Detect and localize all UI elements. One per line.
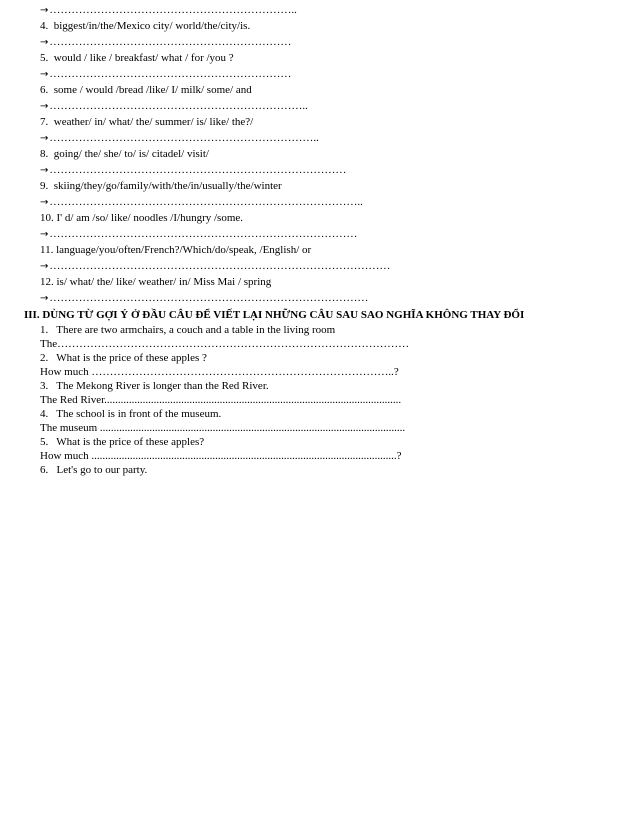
reorder-item: 12. is/ what/ the/ like/ weather/ in/ Miss Mai / spring [40,276,272,288]
answer-line[interactable]: →………………………………………………………….. [40,4,297,16]
reorder-item: 7. weather/ in/ what/ the/ summer/ is/ like/ the?/ [40,116,254,128]
reorder-item: 6. some / would /bread /like/ I/ milk/ some/ and [40,84,252,96]
rewrite-question: 1. There are two armchairs, a couch and a table in the living room [40,324,336,336]
rewrite-question: 4. The school is in front of the museum. [40,408,222,420]
reorder-item: 9. skiing/they/go/family/with/the/in/usually/the/winter [40,180,282,192]
answer-line[interactable]: →………………………………………………………… [40,36,292,48]
rewrite-answer-line[interactable]: The museum ............................................................................................................... [40,422,406,434]
rewrite-question: 5. What is the price of these apples? [40,436,205,448]
arrow-icon: → [40,133,49,144]
reorder-item: 4. biggest/in/the/Mexico city/ world/the/city/is. [40,20,251,32]
answer-line[interactable]: →………………………………………………………………………….. [40,196,363,208]
arrow-icon: → [40,165,49,176]
rewrite-answer-line[interactable]: The Red River............................................................................................................ [40,394,402,406]
arrow-icon: → [40,229,49,240]
answer-line[interactable]: →……………………………………………………………………… [40,164,347,176]
answer-line[interactable]: →………………………………………………………… [40,68,292,80]
reorder-item: 11. language/you/often/French?/Which/do/speak, /English/ or [40,244,312,256]
rewrite-answer-line[interactable]: How much ...............................................................................................................? [40,450,402,462]
rewrite-question: 6. Let's go to our party. [40,464,148,476]
rewrite-answer-line[interactable]: The…………………………………………………………………………………… [40,338,410,350]
reorder-item: 10. I' d/ am /so/ like/ noodles /I/hungry /some. [40,212,244,224]
arrow-icon: → [40,69,49,80]
answer-line[interactable]: →…………………………………………………………….. [40,100,308,112]
answer-line[interactable]: →…………………………………………………………………………… [40,292,369,304]
rewrite-answer-line[interactable]: How much ………………………………………………………………………..? [40,366,399,378]
arrow-icon: → [40,101,49,112]
section-heading: III. DÙNG TỪ GỢI Ý Ở ĐẦU CÂU ĐỂ VIẾT LẠI NHỮNG CÂU SAU SAO NGHĨA KHÔNG THAY ĐỔI [24,309,525,321]
rewrite-question: 3. The Mekong River is longer than the Red River. [40,380,269,392]
arrow-icon: → [40,293,49,304]
answer-line[interactable]: →………………………………………………………………………… [40,228,358,240]
arrow-icon: → [40,37,49,48]
answer-line[interactable]: →……………………………………………………………….. [40,132,319,144]
arrow-icon: → [40,5,49,16]
arrow-icon: → [40,261,49,272]
reorder-item: 8. going/ the/ she/ to/ is/ citadel/ visit/ [40,148,209,160]
rewrite-question: 2. What is the price of these apples ? [40,352,207,364]
answer-line[interactable]: →………………………………………………………………………………… [40,260,391,272]
arrow-icon: → [40,197,49,208]
reorder-item: 5. would / like / breakfast/ what / for /you ? [40,52,234,64]
